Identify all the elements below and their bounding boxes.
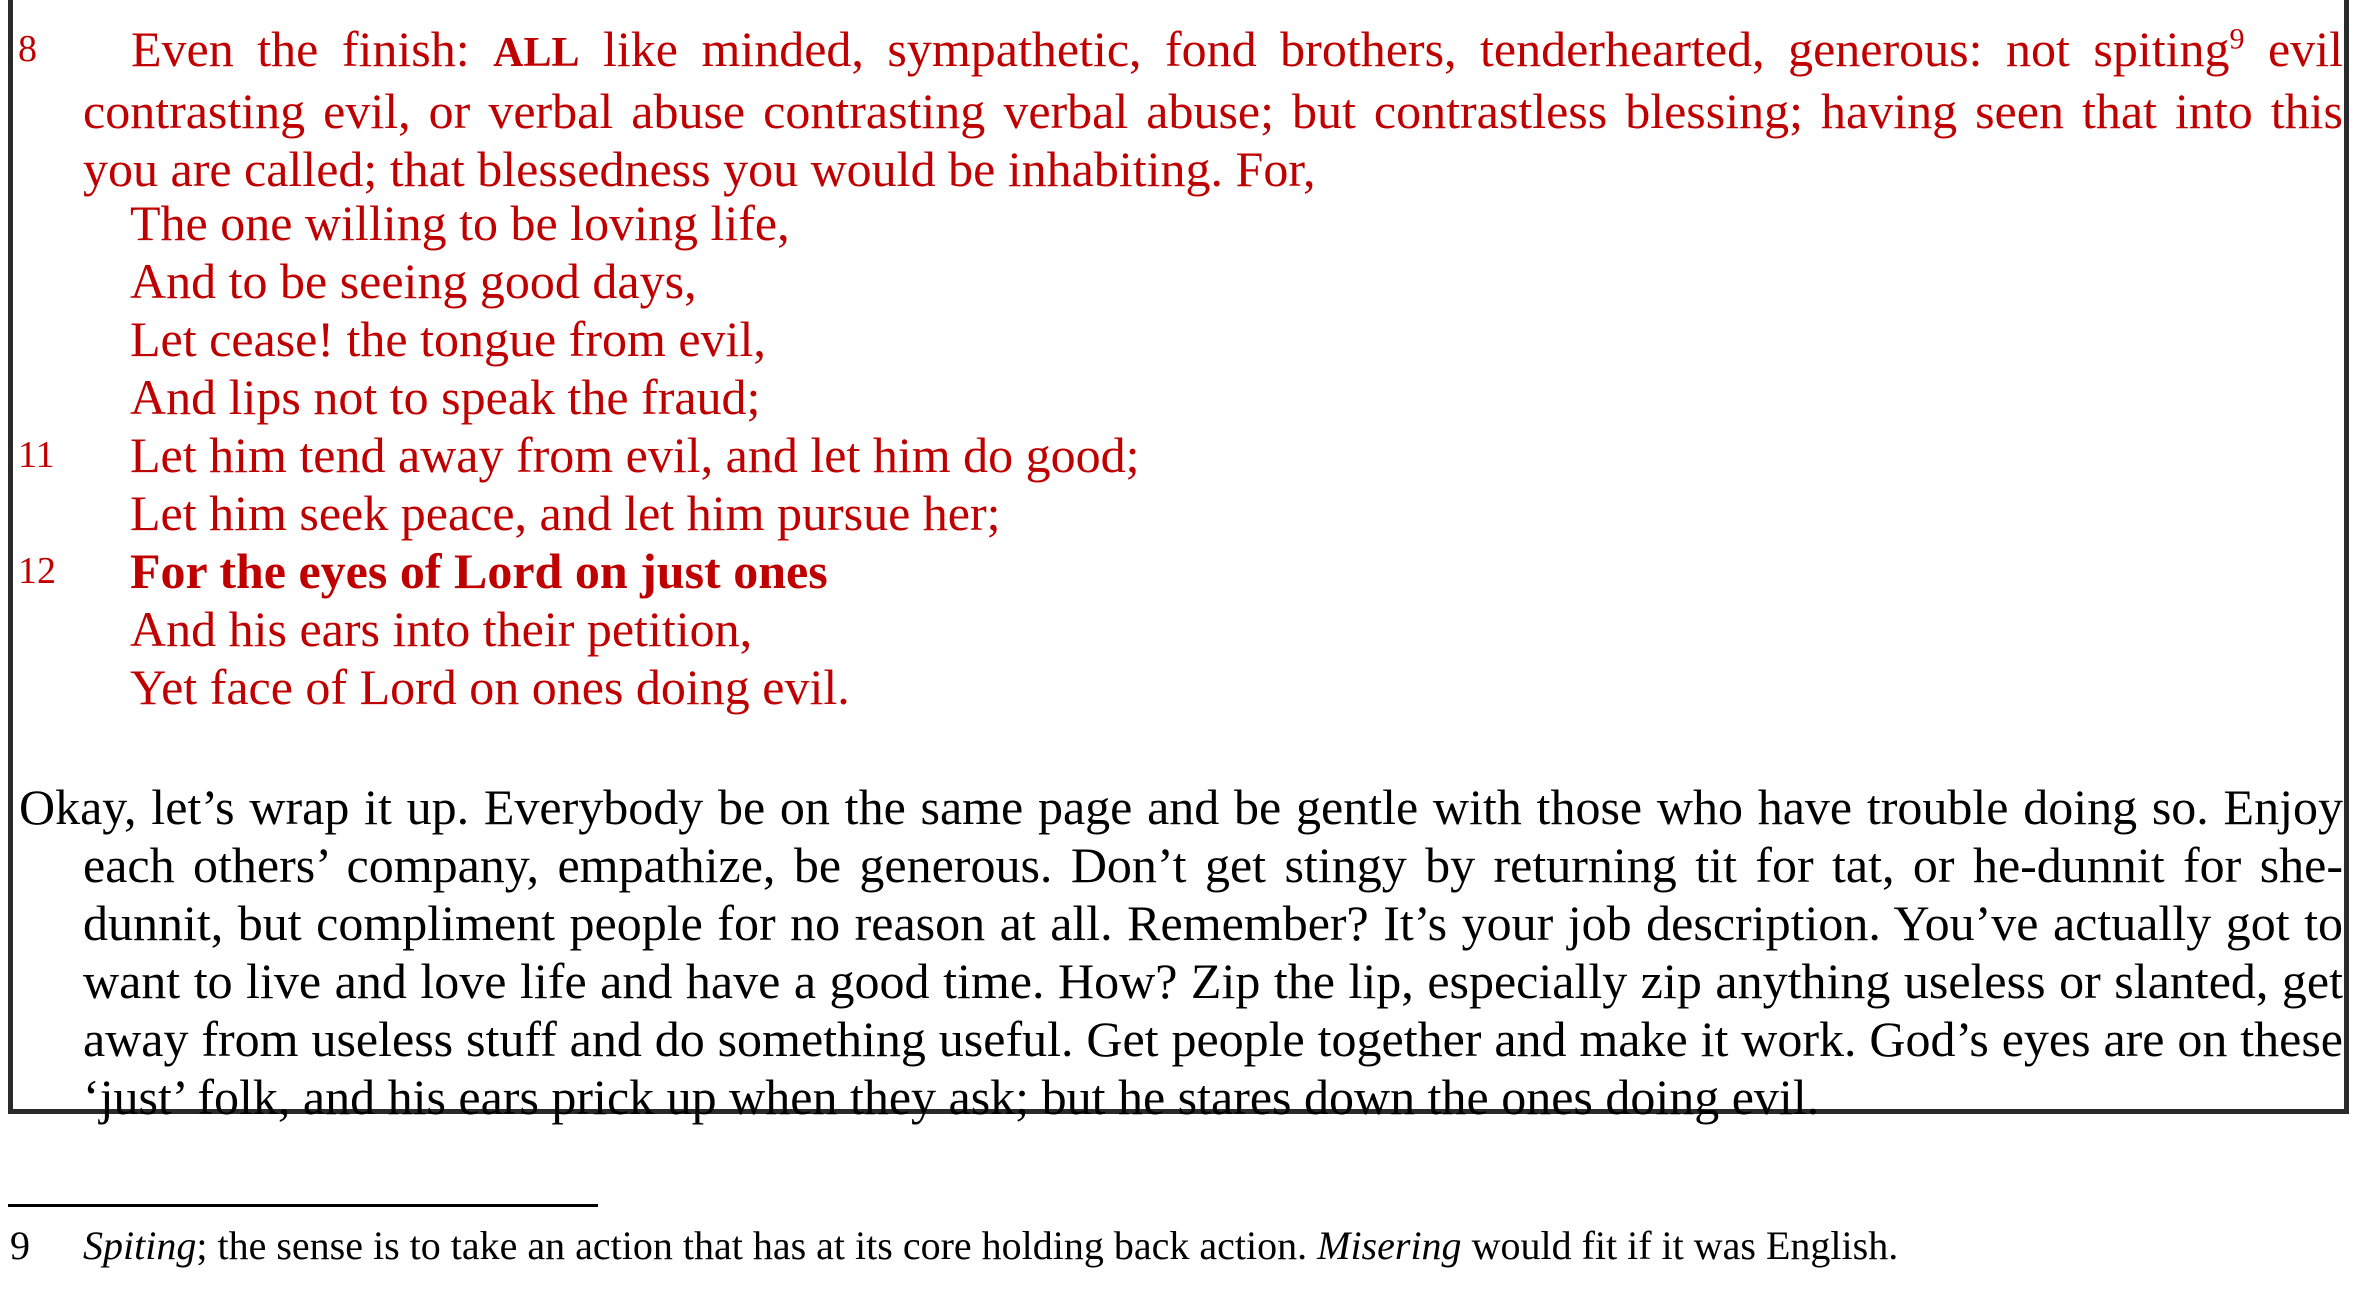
poem-line: And his ears into their petition, [130, 601, 753, 657]
scripture-intro-after: like minded, sympathetic, fond brothers, tenderhearted, generous: not spiting [579, 21, 2230, 77]
poem-line: Let cease! the tongue from evil, [130, 311, 766, 367]
poem-line: Yet face of Lord on ones doing evil. [130, 659, 850, 715]
footnote-text-part-2: would fit if it was English. [1461, 1223, 1899, 1268]
poem-line-bold: For the eyes of Lord on just ones [130, 543, 828, 599]
poem-line: Let him tend away from evil, and let him do good; [130, 427, 1140, 483]
poem-line: Let him seek peace, and let him pursue her; [130, 485, 1001, 541]
footnote-number: 9 [10, 1223, 30, 1268]
scripture-poem [130, 194, 1140, 716]
poem-line: And lips not to speak the fraud; [130, 369, 761, 425]
scripture-paragraph [83, 20, 2343, 198]
scripture-intro-before: Even the finish: [131, 21, 494, 77]
poem-line: The one willing to be loving life, [130, 195, 790, 251]
poem-line: And to be seeing good days, [130, 253, 697, 309]
scripture-intro-rest: evil contrasting evil, or verbal abuse contrasting verbal abuse; but contrastless blessing; having seen that into this you are called; that blessedness you would be inhabiting. For, [83, 21, 2343, 197]
footnote-term-2: Misering [1317, 1223, 1462, 1268]
paraphrase-paragraph: Okay, let’s wrap it up. Everybody be on the same page and be gentle with those who have trouble doing so. Enjoy each others’ company, empathize, be generous. Don’t get stingy by returning tit for tat, or he-dunnit for she-dunnit, but compliment people for no reason at all. Remember? It’s your job description. You’ve actually got to want to live and love life and have a good time. How? Zip the lip, especially zip anything useless or slanted, get away from useless stuff and do something useful. Get people together and make it work. God’s eyes are on these ‘just’ folk, and his ears prick up when they ask; but he stares down the ones doing evil. [19, 779, 2343, 1125]
footnote-reference[interactable]: 9 [2229, 22, 2245, 56]
scripture-allcaps-word: ALL [493, 30, 580, 76]
footnote-text [83, 1222, 1898, 1270]
verse-number-12: 12 [18, 550, 56, 592]
footnote-term: Spiting [83, 1223, 197, 1268]
verse-number-11: 11 [18, 434, 55, 476]
footnote-text-part-1: ; the sense is to take an action that has at its core holding back action. [196, 1223, 1318, 1268]
footnote-divider [8, 1204, 598, 1207]
verse-number-8: 8 [18, 28, 37, 70]
